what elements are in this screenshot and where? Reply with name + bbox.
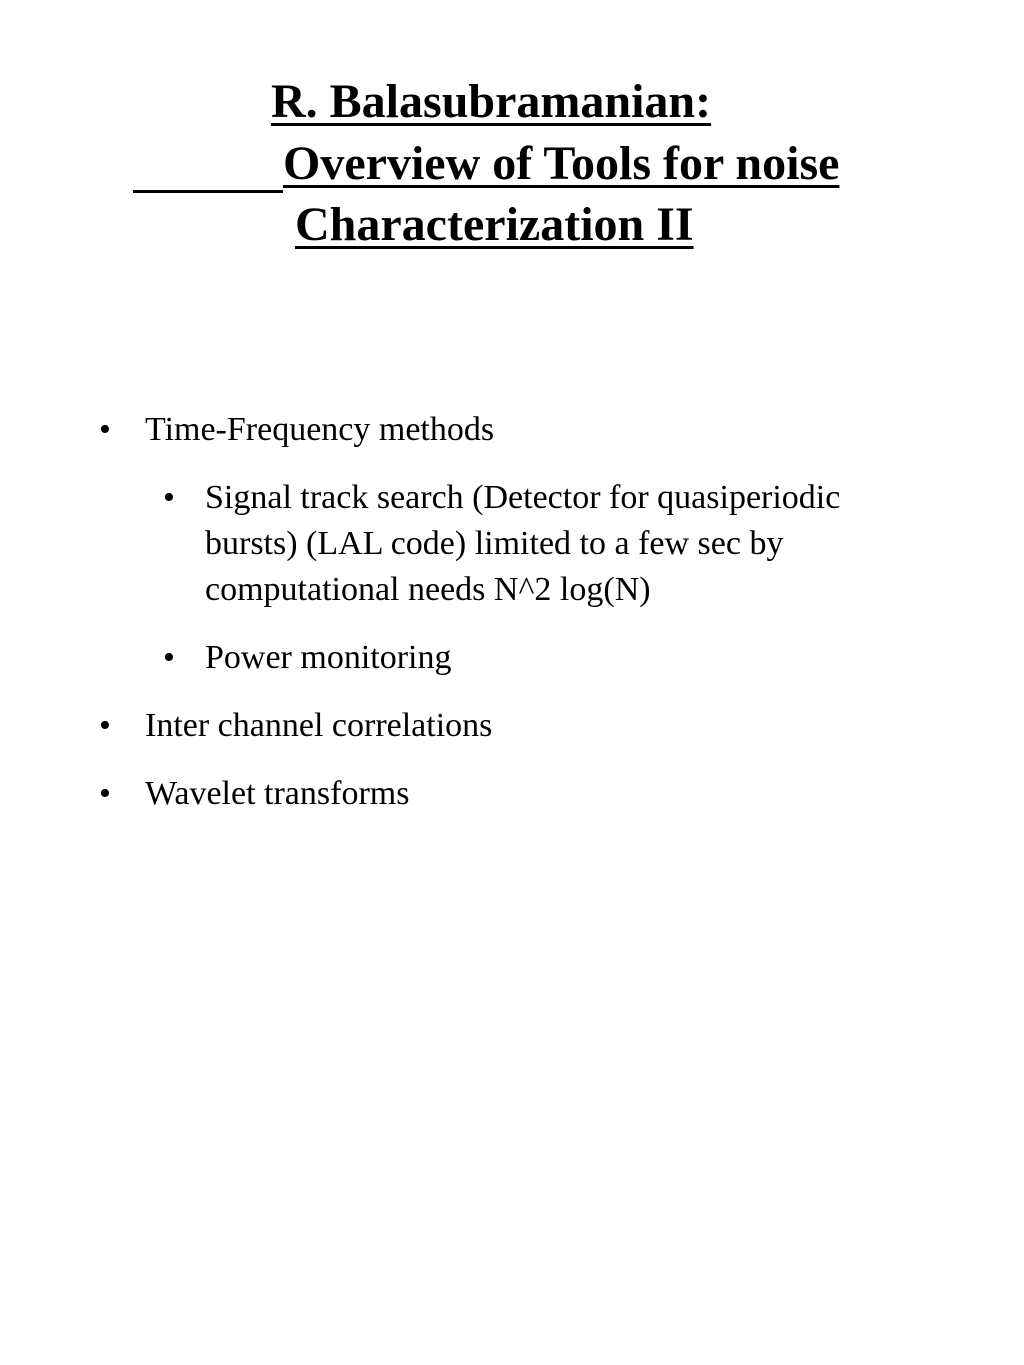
bullet-text: Inter channel correlations <box>145 707 493 744</box>
sub-bullet-text-line-3: computational needs N^2 log(N) <box>205 571 651 608</box>
slide-title-line-2: Overview of Tools for noise <box>283 137 840 190</box>
sub-bullet-marker: • <box>163 479 175 516</box>
slide-title-line-1: R. Balasubramanian: <box>271 75 712 128</box>
bullet-marker: • <box>99 707 111 744</box>
sub-bullet-text: Power monitoring <box>205 639 452 676</box>
sub-bullet-text-line-1: Signal track search (Detector for quasiperiodic <box>205 479 841 516</box>
sub-bullet-text-line-2: bursts) (LAL code) limited to a few sec by <box>205 525 784 562</box>
bullet-marker: • <box>99 775 111 812</box>
bullet-text: Time-Frequency methods <box>145 411 495 448</box>
sub-bullet-marker: • <box>163 639 175 676</box>
slide-title-line-3: Characterization II <box>295 198 694 251</box>
title-underline-rule <box>133 190 283 193</box>
bullet-text: Wavelet transforms <box>145 775 410 812</box>
bullet-marker: • <box>99 411 111 448</box>
